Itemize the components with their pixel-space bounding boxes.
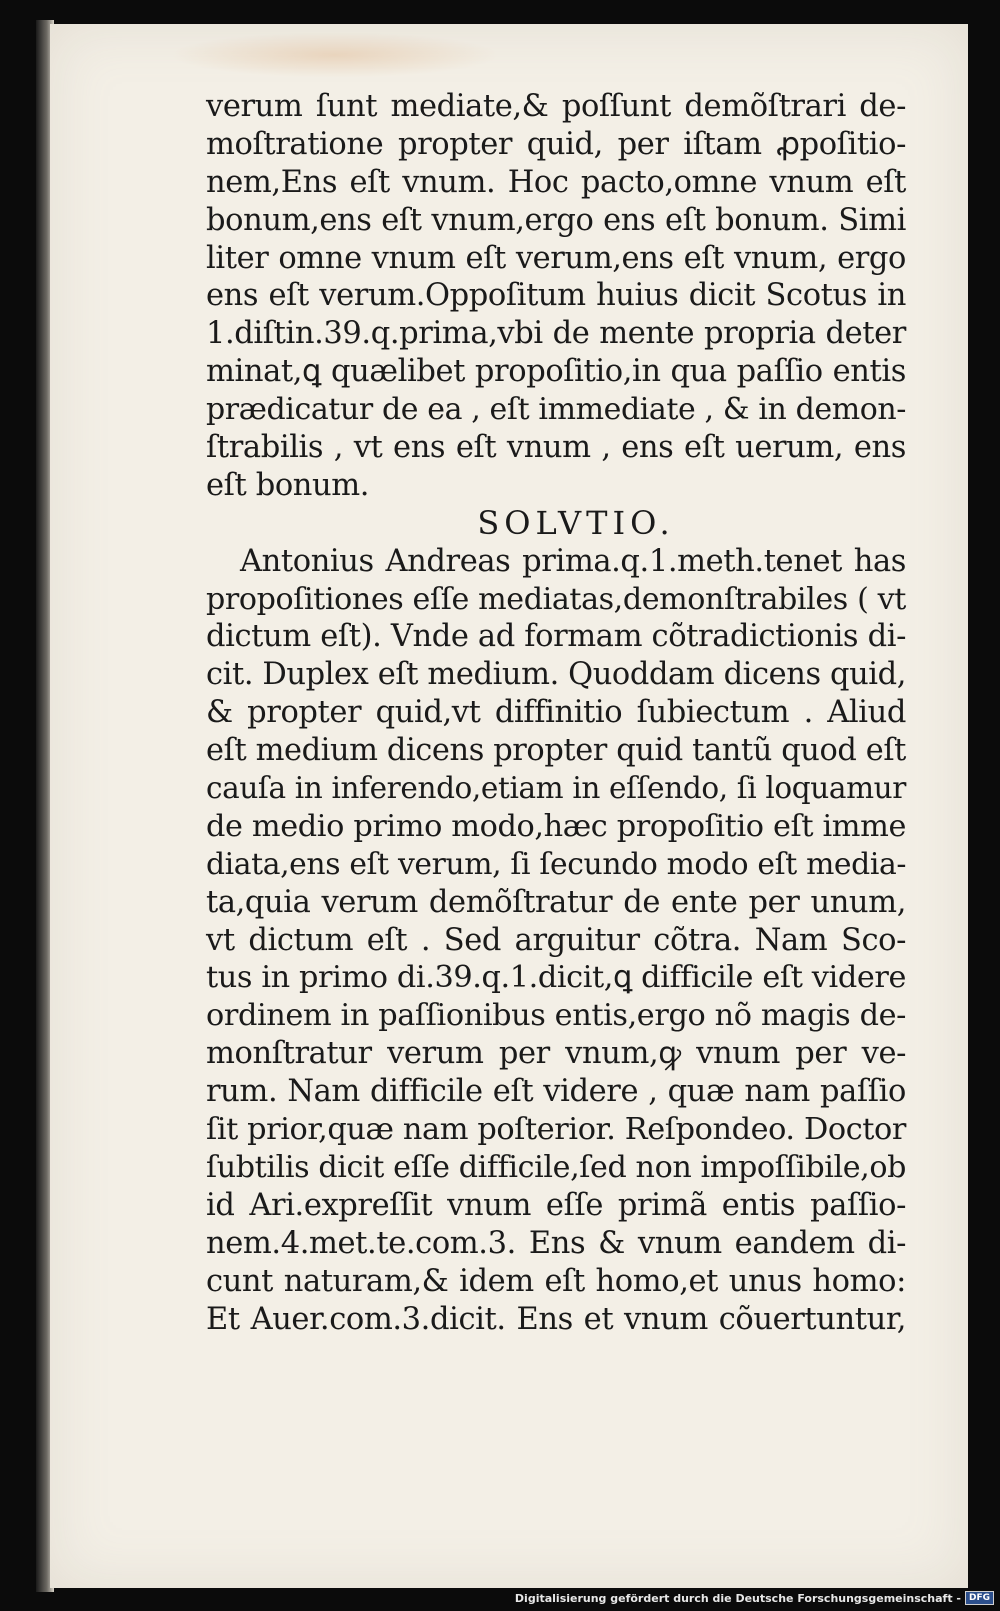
text-line: propoſitiones eſſe mediatas,demonſtrabiles ( vt: [206, 581, 906, 617]
text-line: ſit prior,quæ nam poſterior. Reſpondeo. Doctor: [206, 1112, 906, 1148]
text-line: Et Auer.com.3.dicit. Ens et vnum cõuertuntur,: [206, 1301, 906, 1337]
text-line: verum ſunt mediate,& poſſunt demõſtrari de-: [206, 89, 906, 124]
text-line: nem.4.met.te.com.3. Ens & vnum eandem di-: [206, 1225, 906, 1261]
section-heading: SOLVTIO.: [477, 503, 675, 542]
text-line: vt dictum eſt . Sed arguitur cõtra. Nam Sco-: [206, 922, 906, 958]
text-line: diata,ens eſt verum, ſi ſecundo modo eſt media-: [206, 846, 906, 882]
digitization-credit: [515, 1591, 994, 1605]
text-line: ta,quia verum demõſtratur de ente per unum,: [206, 884, 906, 920]
page-text: [206, 88, 906, 1338]
text-line: ordinem in paſſionibus entis,ergo nõ magis de-: [206, 998, 906, 1034]
text-line: cunt naturam,& idem eſt homo,et unus homo:: [206, 1263, 906, 1299]
text-line: tus in primo di.39.q.1.dicit,ꝗ difficile eſt videre: [206, 960, 906, 996]
text-line: dictum eſt). Vnde ad formam cõtradictionis di-: [206, 619, 906, 655]
text-line: nem,Ens eſt vnum. Hoc pacto,omne vnum eſt: [206, 164, 906, 200]
text-line: ſubtilis dicit eſſe difficile,ſed non impoſſibile,ob: [206, 1149, 906, 1185]
dfg-logo-icon: DFG: [965, 1591, 994, 1605]
credit-text: Digitalisierung gefördert durch die Deutsche Forschungsgemeinschaft -: [514, 1591, 961, 1605]
text-line: & propter quid,vt diffinitio ſubiectum . Aliud: [206, 695, 906, 731]
paper-stain: [170, 32, 500, 78]
text-line: prædicatur de ea , eſt immediate , & in demon-: [206, 392, 906, 428]
text-line: minat,ꝗ quælibet propoſitio,in qua paſſio entis: [206, 354, 906, 390]
text-line: id Ari.expreſſit vnum eſſe primã entis paſſio-: [206, 1187, 906, 1223]
text-line: 1.diſtin.39.q.prima,vbi de mente propria deter: [206, 316, 906, 352]
text-line: eſt medium dicens propter quid tantũ quod eſt: [206, 733, 906, 769]
text-line: eſt bonum.: [206, 467, 370, 503]
text-line: cit. Duplex eſt medium. Quoddam dicens quid,: [206, 657, 906, 693]
text-line: ſtrabilis , vt ens eſt vnum , ens eſt uerum, ens: [206, 430, 906, 466]
text-line: monſtratur verum per vnum,ꝙ vnum per ve-: [206, 1036, 906, 1072]
text-line: moſtratione propter quid, per iſtam ꝓpoſitio-: [206, 126, 906, 162]
text-line: liter omne vnum eſt verum,ens eſt vnum, ergo: [206, 240, 906, 276]
text-line: cauſa in inferendo,etiam in eſſendo, ſi loquamur: [206, 771, 906, 806]
text-line: ens eſt verum.Oppoſitum huius dicit Scotus in: [206, 278, 906, 314]
text-line: bonum,ens eſt vnum,ergo ens eſt bonum. Simi: [206, 202, 906, 238]
text-line: Antonius Andreas prima.q.1.meth.tenet has: [240, 543, 906, 579]
text-line: de medio primo modo,hæc propoſitio eſt imme: [206, 808, 906, 844]
text-line: rum. Nam difficile eſt videre , quæ nam paſſio: [206, 1074, 906, 1110]
